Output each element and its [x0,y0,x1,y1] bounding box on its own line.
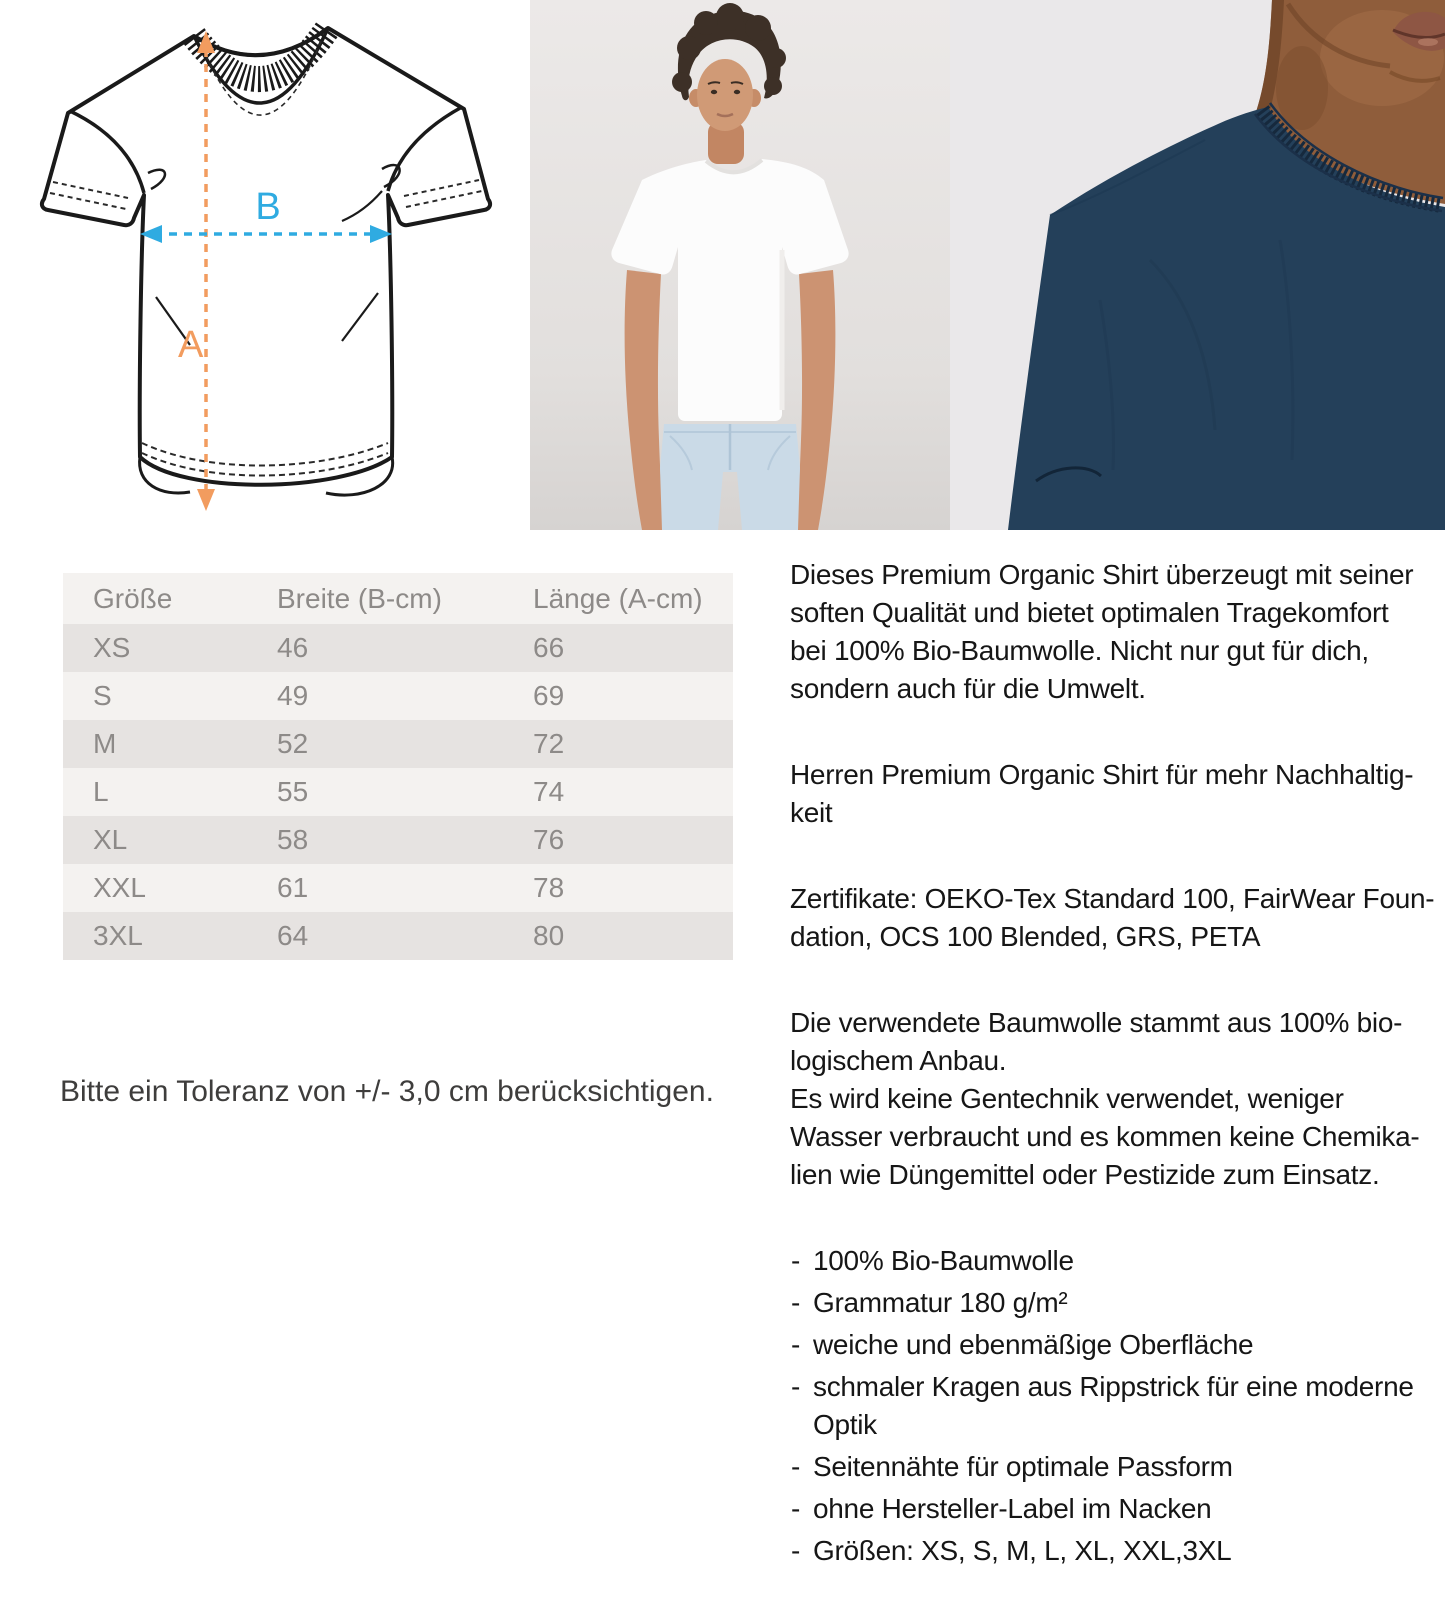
text-line: logischem Anbau. [790,1045,1007,1076]
hair-curl-4 [677,36,701,60]
size-cell: L [93,776,109,807]
column-header: Länge (A-cm) [533,582,703,614]
detail-photo[interactable] [950,0,1445,530]
width-cell: 58 [277,824,309,855]
text-line: dation, OCS 100 Blended, GRS, PETA [790,921,1261,952]
table-row [63,864,733,912]
bullet-item [790,1490,1438,1528]
length-cell: 69 [533,680,565,711]
product-description [790,556,1438,1574]
bullet-text-line: Größen: XS, S, M, L, XL, XXL,3XL [813,1535,1232,1566]
bullet-text-line: Optik [813,1409,877,1440]
text-line: lien wie Düngemittel oder Pestizide zum Einsatz. [790,1159,1380,1190]
bullet-text-line: 100% Bio-Baumwolle [813,1245,1074,1276]
face [697,59,753,131]
table-row [63,816,733,864]
column-header: Größe [93,582,173,614]
paragraph [790,880,1438,956]
size-cell: S [93,680,112,711]
length-cell: 72 [533,728,565,759]
text-line: Dieses Premium Organic Shirt überzeugt mit seiner [790,559,1414,590]
bullet-text-line: ohne Hersteller-Label im Nacken [813,1493,1212,1524]
length-cell: 66 [533,632,565,663]
table-row [63,768,733,816]
size-table-body [63,624,733,960]
detail-photo-image [950,0,1445,530]
size-table-header [63,573,733,624]
width-cell: 46 [277,632,309,663]
hair-curl-1 [716,3,744,31]
size-cell: 3XL [93,920,143,951]
size-diagram [30,5,500,515]
text-line: Die verwendete Baumwolle stammt aus 100% bio- [790,1007,1403,1038]
length-cell: 78 [533,872,565,903]
lip-highlight [1418,38,1438,46]
tshirt-body [42,28,490,485]
hair-curl-3 [745,15,771,41]
length-cell: 74 [533,776,565,807]
throat-shadow [1276,46,1328,130]
table-row [63,720,733,768]
bullet-dash: - [791,1535,801,1566]
bullet-dash: - [791,1287,801,1318]
description-paragraphs [790,556,1438,1194]
text-line: Wasser verbraucht und es kommen keine Chemika- [790,1121,1420,1152]
tshirt-outline-drawing [30,5,500,515]
table-row [63,624,733,672]
size-cell: XS [93,632,131,663]
text-line: sondern auch für die Umwelt. [790,673,1146,704]
bullet-item [790,1284,1438,1322]
size-cell: XL [93,824,128,855]
width-cell: 49 [277,680,309,711]
paragraph [790,1004,1438,1194]
width-cell: 55 [277,776,309,807]
table-row [63,912,733,960]
bullet-item [790,1368,1438,1444]
text-line: keit [790,797,833,828]
bullet-item [790,1326,1438,1364]
table-row [63,672,733,720]
bullet-text-line: Grammatur 180 g/m² [813,1287,1068,1318]
label-b: B [255,186,281,228]
feature-bullet-list [790,1242,1438,1570]
text-line: bei 100% Bio-Baumwolle. Nicht nur gut für dich, [790,635,1369,666]
bullet-dash: - [791,1451,801,1482]
bullet-dash: - [791,1329,801,1360]
hair-curl-2 [694,11,718,35]
model-photo-image [530,0,950,530]
length-cell: 76 [533,824,565,855]
bullet-text-line: weiche und ebenmäßige Oberfläche [813,1329,1254,1360]
width-cell: 64 [277,920,309,951]
bullet-item [790,1532,1438,1570]
hair-curl-6 [672,72,692,92]
width-cell: 61 [277,872,309,903]
right-eye [734,90,740,94]
bullet-dash: - [791,1493,801,1524]
bullet-dash: - [791,1371,801,1402]
text-line: soften Qualität und bietet optimalen Tragekomfort [790,597,1389,628]
width-cell: 52 [277,728,309,759]
size-cell: M [93,728,117,759]
text-line: Zertifikate: OEKO-Tex Standard 100, FairWear Foun- [790,883,1435,914]
paragraph [790,756,1438,832]
arrow-a-head-bottom [197,489,215,511]
bullet-text-line: Seitennähte für optimale Passform [813,1451,1233,1482]
hair-curl-7 [764,77,782,95]
model-photo[interactable] [530,0,950,530]
size-cell: XXL [93,872,146,903]
label-a: A [178,324,204,366]
bullet-dash: - [791,1245,801,1276]
left-eye [711,90,717,94]
bullet-item [790,1448,1438,1486]
bullet-item [790,1242,1438,1280]
column-header: Breite (B-cm) [277,582,442,614]
tolerance-note: Bitte ein Toleranz von +/- 3,0 cm berücksichtigen. [60,1075,714,1108]
paragraph [790,556,1438,708]
text-line: Herren Premium Organic Shirt für mehr Nachhaltig- [790,759,1414,790]
length-cell: 80 [533,920,565,951]
hair-curl-5 [766,48,786,68]
size-table [63,573,733,960]
bullet-text-line: schmaler Kragen aus Rippstrick für eine moderne [813,1371,1414,1402]
text-line: Es wird keine Gentechnik verwendet, weniger [790,1083,1344,1114]
